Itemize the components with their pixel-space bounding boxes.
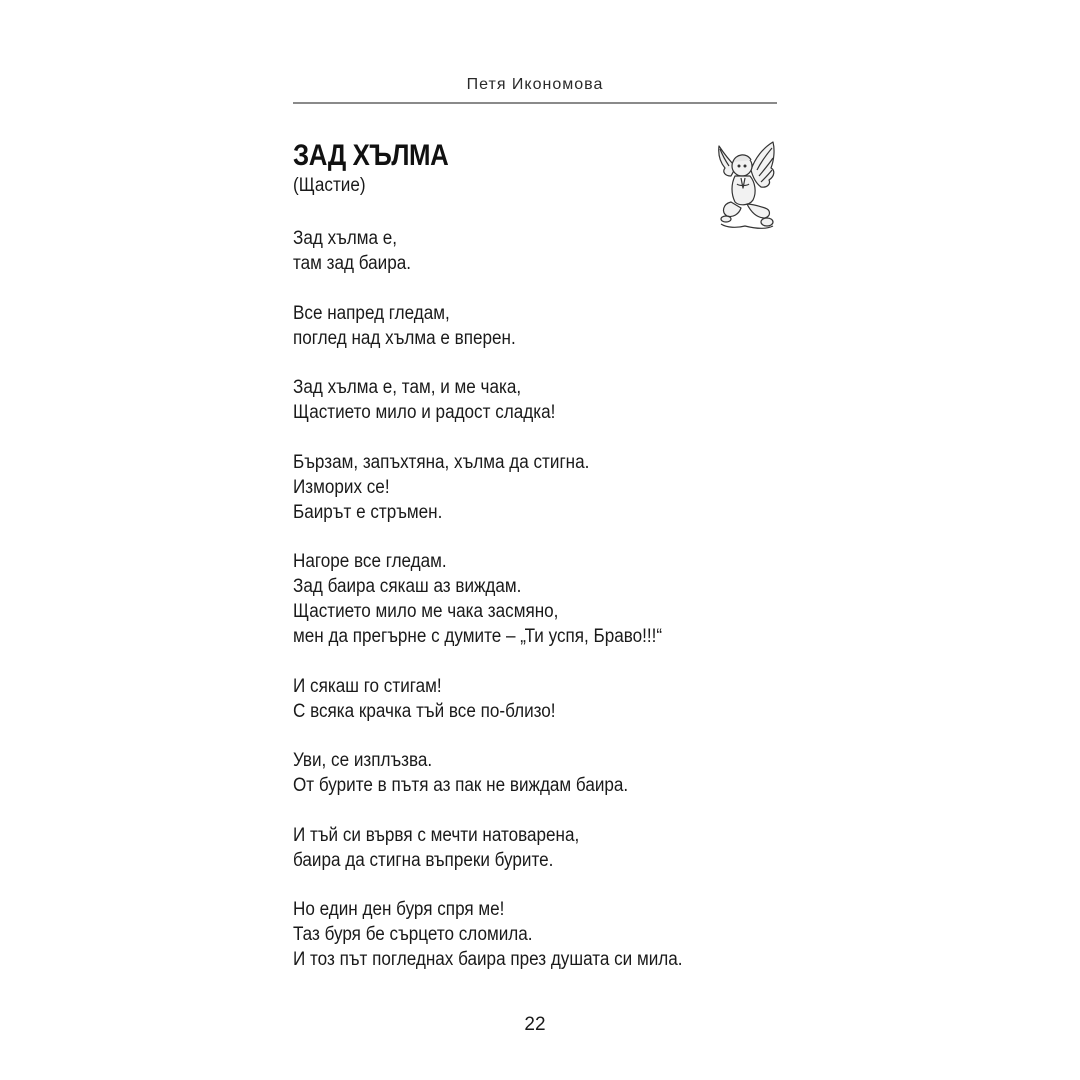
poem-stanza bbox=[293, 450, 777, 525]
poem-stanza bbox=[293, 301, 777, 351]
poem-stanza bbox=[293, 748, 777, 798]
poem-line: Но един ден буря спря ме! bbox=[293, 899, 505, 920]
poem-line: Уви, се изплъзва. bbox=[293, 750, 433, 771]
poem-line: Таз буря бе сърцето сломила. bbox=[293, 924, 533, 945]
poem-line: Зад хълма е, bbox=[293, 228, 398, 249]
poem-line: И сякаш го стигам! bbox=[293, 675, 442, 697]
poem-line: С всяка крачка тъй все по-близо! bbox=[293, 700, 556, 722]
poem-line: Изморих се! bbox=[293, 476, 390, 498]
poem-body bbox=[293, 226, 777, 997]
poem-line: Щастието мило ме чака засмяно, bbox=[293, 601, 559, 622]
page-number: 22 bbox=[524, 1014, 546, 1035]
running-header-author: Петя Икономова bbox=[466, 76, 604, 93]
poem-stanza bbox=[293, 897, 777, 972]
poem-line: баира да стигна въпреки бурите. bbox=[293, 849, 554, 871]
poem-stanza bbox=[293, 549, 777, 649]
poem-stanza bbox=[293, 674, 777, 724]
header-divider bbox=[293, 102, 777, 104]
poem-line: там зад баира. bbox=[293, 253, 411, 274]
poem-line: поглед над хълма е вперен. bbox=[293, 327, 516, 349]
poem-line: Зад баира сякаш аз виждам. bbox=[293, 576, 522, 597]
poem-line: И тоз път погледнах баира през душата си мила. bbox=[293, 949, 683, 970]
poem-line: От бурите в пътя аз пак не виждам баира. bbox=[293, 775, 629, 796]
poem-subtitle: (Щастие) bbox=[293, 175, 366, 196]
poem-stanza bbox=[293, 226, 777, 276]
poem-line: Зад хълма е, там, и ме чака, bbox=[293, 377, 522, 398]
poem-line: Нагоре все гледам. bbox=[293, 551, 447, 572]
poem-line: Бързам, запъхтяна, хълма да стигна. bbox=[293, 451, 590, 473]
poem-line: Баирът е стръмен. bbox=[293, 501, 443, 523]
poem-line: мен да прегърне с думите – „Ти успя, Браво!!!“ bbox=[293, 626, 663, 647]
book-page bbox=[293, 0, 777, 1080]
poem-line: Щастието мило и радост сладка! bbox=[293, 402, 556, 423]
angel-icon bbox=[717, 140, 777, 232]
poem-line: И тъй си вървя с мечти натоварена, bbox=[293, 824, 580, 846]
poem-title: ЗАД ХЪЛМА bbox=[293, 139, 449, 172]
poem-line: Все напред гледам, bbox=[293, 302, 450, 324]
poem-stanza bbox=[293, 823, 777, 873]
poem-stanza bbox=[293, 375, 777, 425]
